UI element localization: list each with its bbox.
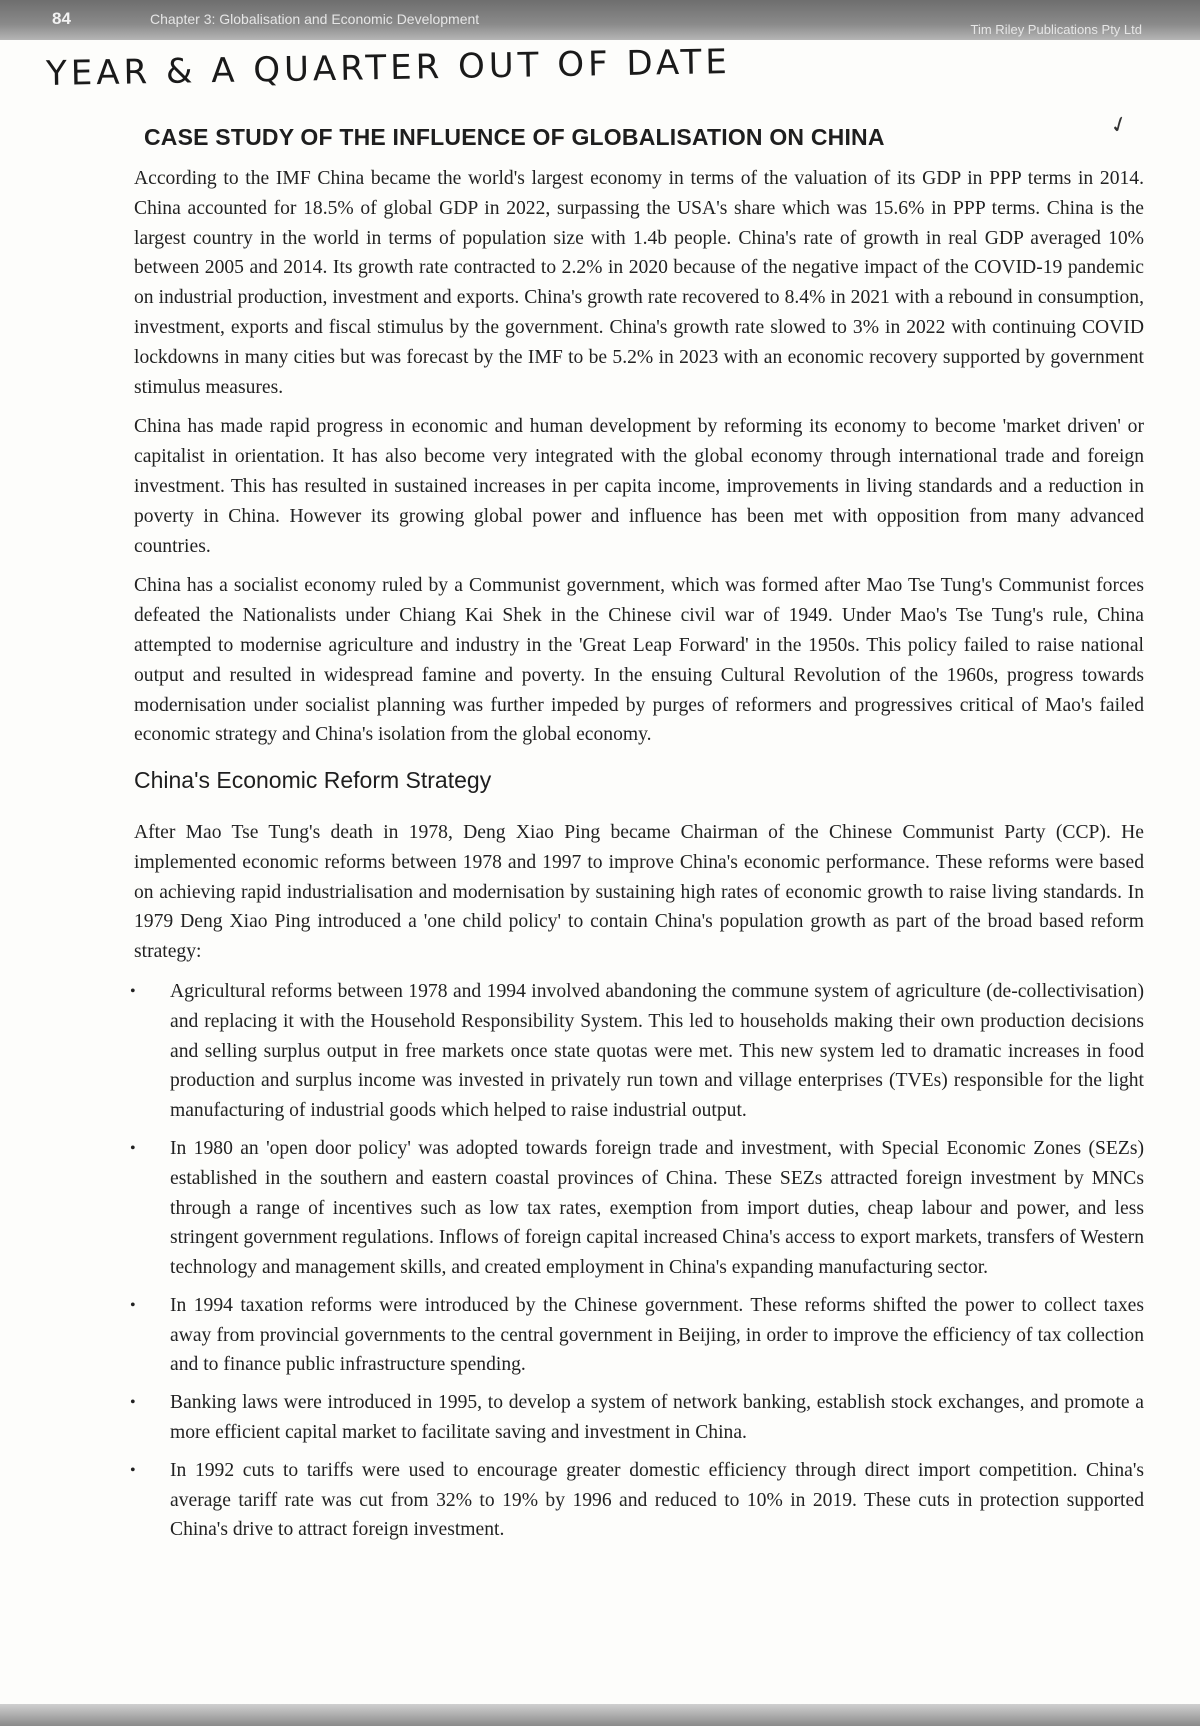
- paragraph-history: China has a socialist economy ruled by a Communist government, which was formed after Mao Tse Tung's Communist forces defeated the Nationalists under Chiang Kai Shek in the Chinese civil war of 1949. Under Mao's Tse Tung's rule, China attempted to modernise agriculture and industry in the 'Great Leap Forward' in the 1950s. This policy failed to raise national output and resulted in widespread famine and poverty. In the ensuing Cultural Revolution of the 1960s, progress towards modernisation under socialist planning was further impeded by purges of reformers and progressives critical of Mao's failed economic strategy and China's isolation from the global economy.: [134, 575, 1144, 746]
- bullet-icon: •: [130, 1394, 136, 1412]
- paragraph-reform-intro: After Mao Tse Tung's death in 1978, Deng Xiao Ping became Chairman of the Chinese Communist Party (CCP). He implemented economic reforms between 1978 and 1997 to improve China's economic performance. These reforms were based on achieving rapid industrialisation and modernisation by sustaining high rates of economic growth to raise living standards. In 1979 Deng Xiao Ping introduced a 'one child policy' to contain China's population growth as part of the broad based reform strategy:: [134, 821, 1144, 963]
- bullet-icon: •: [130, 1461, 136, 1479]
- list-item-text: In 1980 an 'open door policy' was adopted towards foreign trade and investment, with Special Economic Zones (SEZs) established in the southern and eastern coastal provinces of China. These SEZs attracted foreign investment by MNCs through a range of incentives such as low tax rates, exemption from import duties, cheap labour and power, and less stringent government regulations. Inflows of foreign capital increased China's access to export markets, transfers of Western technology and management skills, and created employment in China's expanding manufacturing sector.: [170, 1137, 1144, 1279]
- list-item: [130, 1456, 1144, 1545]
- main-content: [130, 164, 1144, 1553]
- case-study-title: CASE STUDY OF THE INFLUENCE OF GLOBALISATION ON CHINA: [144, 124, 885, 150]
- chapter-title: Chapter 3: Globalisation and Economic Development: [150, 11, 480, 27]
- list-item: [130, 1388, 1144, 1448]
- list-item-text: In 1994 taxation reforms were introduced by the Chinese government. These reforms shifted the power to collect taxes away from provincial governments to the central government in Beijing, in order to improve the efficiency of tax collection and to finance public infrastructure spending.: [170, 1294, 1144, 1376]
- list-item-text: Agricultural reforms between 1978 and 1994 involved abandoning the commune system of agriculture (de-collectivisation) and replacing it with the Household Responsibility System. This led to households making their own production decisions and selling surplus output in free markets once state quotas were met. This new system led to dramatic increases in food production and surplus income was invested in privately run town and village enterprises (TVEs) responsible for the light manufacturing of industrial goods which helped to raise industrial output.: [170, 980, 1144, 1122]
- page-header: [0, 0, 1200, 40]
- handwritten-annotation: YEAR & A QUARTER OUT OF DATE: [45, 42, 732, 94]
- list-item: [130, 977, 1144, 1126]
- section-heading: China's Economic Reform Strategy: [134, 767, 492, 794]
- paragraph-gdp-growth: According to the IMF China became the world's largest economy in terms of the valuation of its GDP in PPP terms in 2014. China accounted for 18.5% of global GDP in 2022, surpassing the USA's share which was 15.6% in PPP terms. China is the largest country in the world in terms of population size with 1.4b people. China's rate of growth in real GDP averaged 10% between 2005 and 2014. Its growth rate contracted to 2.2% in 2020 because of the negative impact of the COVID-19 pandemic on industrial production, investment and exports. China's growth rate recovered to 8.4% in 2021 with a rebound in consumption, investment, exports and fiscal stimulus by the government. China's growth rate slowed to 3% in 2022 with continuing COVID lockdowns in many cities but was forecast by the IMF to be 5.2% in 2023 with an economic recovery supported by government stimulus measures.: [134, 168, 1144, 398]
- reform-list: [130, 977, 1144, 1545]
- page-footer-edge: [0, 1704, 1200, 1726]
- list-item-text: In 1992 cuts to tariffs were used to encourage greater domestic efficiency through direct import competition. China's average tariff rate was cut from 32% to 19% by 1996 and reduced to 10% in 2019. These cuts in protection supported China's drive to attract foreign investment.: [170, 1459, 1144, 1541]
- list-item: [130, 1134, 1144, 1283]
- bullet-icon: •: [130, 1296, 136, 1314]
- bullet-icon: •: [130, 982, 136, 1000]
- paragraph-development: China has made rapid progress in economic and human development by reforming its economy to become 'market driven' or capitalist in orientation. It has also become very integrated with the global economy through international trade and foreign investment. This has resulted in sustained increases in per capita income, improvements in living standards and a reduction in poverty in China. However its growing global power and influence has been met with opposition from many advanced countries.: [134, 416, 1144, 557]
- list-item: [130, 1291, 1144, 1380]
- bullet-icon: •: [130, 1139, 136, 1157]
- publisher-name: Tim Riley Publications Pty Ltd: [970, 22, 1142, 37]
- pen-mark: ✓: [1106, 109, 1132, 140]
- page-number: 84: [52, 9, 71, 28]
- list-item-text: Banking laws were introduced in 1995, to develop a system of network banking, establish stock exchanges, and promote a more efficient capital market to facilitate saving and investment in China.: [170, 1392, 1144, 1444]
